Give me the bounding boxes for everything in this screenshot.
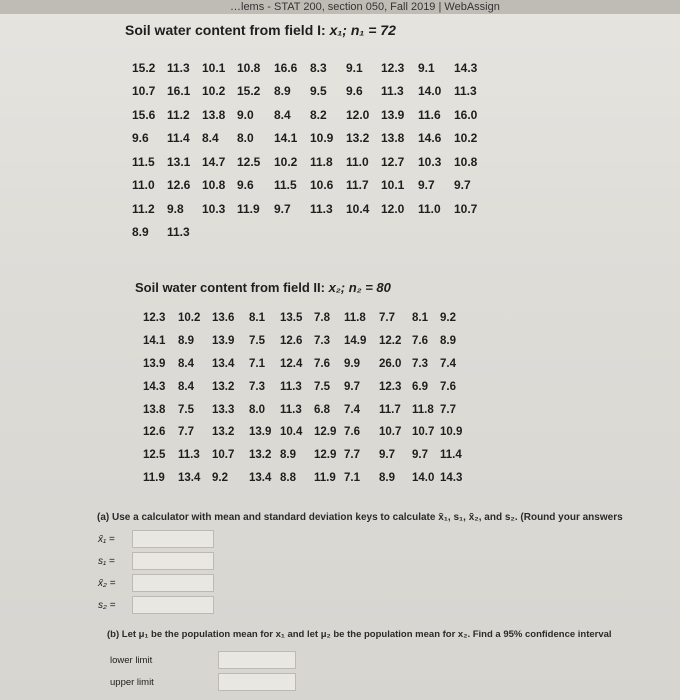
data-value: 10.6 <box>310 178 334 193</box>
data-value: 11.7 <box>379 403 401 416</box>
field1-title-var: x₁; n₁ = 72 <box>329 22 396 38</box>
xbar2-label: x̄₂ = <box>98 577 116 589</box>
data-value: 10.7 <box>454 201 478 216</box>
data-value: 12.7 <box>381 154 405 169</box>
data-value: 12.3 <box>143 312 166 325</box>
data-value: 8.0 <box>249 403 265 416</box>
data-value: 10.2 <box>202 84 226 99</box>
data-value: 9.7 <box>418 178 435 193</box>
data-value: 13.8 <box>381 131 405 146</box>
answer-row-s2 <box>98 596 214 614</box>
data-row <box>132 103 490 127</box>
data-value: 11.0 <box>418 201 441 216</box>
data-value: 10.7 <box>212 449 235 462</box>
data-value: 9.7 <box>379 449 395 462</box>
data-value: 11.4 <box>440 449 462 462</box>
lower-limit-label: lower limit <box>110 654 153 666</box>
data-value: 8.9 <box>274 84 291 99</box>
data-row <box>143 353 468 376</box>
data-value: 11.3 <box>167 60 190 75</box>
data-value: 7.8 <box>314 312 330 325</box>
data-value: 9.6 <box>346 84 363 99</box>
data-value: 7.1 <box>344 471 360 484</box>
data-row <box>143 375 468 398</box>
data-value: 11.3 <box>178 449 200 462</box>
data-value: 15.2 <box>132 60 156 75</box>
data-value: 11.8 <box>344 312 366 325</box>
data-value: 13.1 <box>167 154 191 169</box>
data-value: 7.6 <box>314 357 330 370</box>
data-value: 13.2 <box>346 131 370 146</box>
data-value: 12.3 <box>379 380 402 393</box>
data-row <box>132 174 490 198</box>
data-value: 13.6 <box>212 312 235 325</box>
data-value: 13.8 <box>202 107 226 122</box>
s1-input[interactable] <box>132 552 214 570</box>
data-value: 11.4 <box>167 131 190 146</box>
data-value: 8.4 <box>178 357 194 370</box>
data-value: 7.6 <box>412 335 428 348</box>
data-value: 7.5 <box>178 403 194 416</box>
data-value: 11.3 <box>310 201 333 216</box>
data-row <box>132 56 490 80</box>
data-value: 9.5 <box>310 84 327 99</box>
data-value: 11.0 <box>346 154 369 169</box>
data-value: 8.9 <box>440 335 456 348</box>
data-value: 12.0 <box>346 107 370 122</box>
data-value: 11.5 <box>132 154 155 169</box>
xbar1-label: x̄₁ = <box>98 533 115 545</box>
data-value: 13.9 <box>212 335 235 348</box>
data-row <box>143 307 468 330</box>
data-value: 13.8 <box>143 403 166 416</box>
field1-title-prefix: Soil water content from field I: <box>125 22 330 38</box>
field2-title-prefix: Soil water content from field II: <box>135 280 329 295</box>
data-value: 7.4 <box>344 403 360 416</box>
data-value: 11.9 <box>237 201 260 216</box>
data-value: 12.6 <box>167 178 191 193</box>
answer-row-xbar1 <box>98 530 214 548</box>
data-value: 6.9 <box>412 380 428 393</box>
data-value: 13.9 <box>381 107 405 122</box>
data-value: 12.0 <box>381 201 405 216</box>
data-row <box>143 444 468 467</box>
data-value: 7.3 <box>249 380 265 393</box>
data-value: 7.6 <box>344 426 360 439</box>
data-value: 10.8 <box>202 178 226 193</box>
data-value: 9.6 <box>132 131 149 146</box>
data-value: 7.7 <box>178 426 194 439</box>
data-value: 12.5 <box>143 449 166 462</box>
data-value: 11.3 <box>280 403 302 416</box>
browser-title-bar <box>0 0 680 14</box>
lower-limit-input[interactable] <box>218 651 296 669</box>
data-value: 10.7 <box>412 426 435 439</box>
data-value: 16.1 <box>167 84 191 99</box>
data-value: 7.5 <box>249 335 265 348</box>
data-value: 12.9 <box>314 449 337 462</box>
data-value: 10.3 <box>202 201 226 216</box>
data-value: 13.4 <box>178 471 201 484</box>
data-value: 8.9 <box>132 225 149 240</box>
data-value: 9.0 <box>237 107 254 122</box>
data-value: 10.2 <box>178 312 201 325</box>
data-value: 9.1 <box>346 60 363 75</box>
data-value: 11.2 <box>167 107 190 122</box>
data-value: 10.1 <box>381 178 405 193</box>
data-value: 10.7 <box>132 84 156 99</box>
data-value: 12.2 <box>379 335 402 348</box>
data-value: 10.9 <box>440 426 463 439</box>
data-value: 11.5 <box>274 178 297 193</box>
data-value: 8.9 <box>379 471 395 484</box>
data-value: 16.6 <box>274 60 298 75</box>
data-row <box>143 467 468 490</box>
xbar1-input[interactable] <box>132 530 214 548</box>
data-value: 13.2 <box>249 449 272 462</box>
data-value: 8.0 <box>237 131 254 146</box>
lower-limit-row <box>110 651 296 669</box>
data-value: 14.6 <box>418 131 442 146</box>
data-value: 11.3 <box>381 84 404 99</box>
data-value: 8.4 <box>202 131 219 146</box>
data-value: 11.8 <box>310 154 333 169</box>
data-value: 14.0 <box>412 471 435 484</box>
data-value: 14.3 <box>143 380 166 393</box>
data-value: 10.8 <box>237 60 261 75</box>
data-value: 8.9 <box>178 335 194 348</box>
data-value: 11.9 <box>314 471 336 484</box>
data-row <box>132 150 490 174</box>
data-value: 7.7 <box>379 312 395 325</box>
upper-limit-input[interactable] <box>218 673 296 691</box>
data-value: 8.3 <box>310 60 327 75</box>
data-value: 9.7 <box>412 449 428 462</box>
data-row <box>143 421 468 444</box>
answer-row-s1 <box>98 552 214 570</box>
upper-limit-row <box>110 673 296 691</box>
data-value: 9.2 <box>440 312 456 325</box>
data-value: 9.1 <box>418 60 435 75</box>
data-row <box>132 221 490 245</box>
data-value: 8.2 <box>310 107 327 122</box>
s2-label: s₂ = <box>98 599 116 611</box>
data-value: 13.9 <box>143 357 166 370</box>
data-value: 10.2 <box>454 131 478 146</box>
data-value: 8.4 <box>178 380 194 393</box>
data-value: 9.2 <box>212 471 228 484</box>
data-value: 11.6 <box>418 107 441 122</box>
data-value: 12.6 <box>143 426 166 439</box>
data-value: 11.3 <box>280 380 302 393</box>
data-row <box>143 398 468 421</box>
data-value: 7.5 <box>314 380 330 393</box>
upper-limit-label: upper limit <box>110 676 154 688</box>
data-value: 8.9 <box>280 449 296 462</box>
data-value: 9.7 <box>274 201 291 216</box>
page-title-text: …lems - STAT 200, section 050, Fall 2019 | WebAssign <box>230 1 500 13</box>
data-row <box>132 80 490 104</box>
data-value: 14.3 <box>454 60 478 75</box>
data-value: 8.8 <box>280 471 296 484</box>
data-value: 12.4 <box>280 357 303 370</box>
field1-title <box>125 22 396 38</box>
data-value: 11.3 <box>167 225 190 240</box>
s1-label: s₁ = <box>98 555 115 567</box>
data-value: 11.9 <box>143 471 165 484</box>
data-value: 7.7 <box>440 403 456 416</box>
data-value: 12.6 <box>280 335 303 348</box>
data-value: 10.4 <box>280 426 303 439</box>
data-value: 10.2 <box>274 154 298 169</box>
data-value: 10.4 <box>346 201 370 216</box>
data-value: 10.9 <box>310 131 334 146</box>
data-value: 9.8 <box>167 201 184 216</box>
part-a-question: (a) Use a calculator with mean and standard deviation keys to calculate x̄₁, s₁, x̄₂, and s₂. (Round your answers <box>97 512 623 523</box>
part-b-question: (b) Let μ₁ be the population mean for x₁ and let μ₂ be the population mean for x₂. Find a 95% confidence interval <box>107 629 612 640</box>
data-value: 10.3 <box>418 154 442 169</box>
data-value: 14.7 <box>202 154 226 169</box>
data-value: 13.9 <box>249 426 272 439</box>
data-value: 13.2 <box>212 426 235 439</box>
data-value: 12.5 <box>237 154 261 169</box>
data-value: 13.2 <box>212 380 235 393</box>
field1-data-table <box>132 56 490 244</box>
field2-title-var: x₂; n₂ = 80 <box>328 280 391 295</box>
data-value: 7.3 <box>314 335 330 348</box>
data-value: 6.8 <box>314 403 330 416</box>
data-value: 7.7 <box>344 449 360 462</box>
data-value: 13.3 <box>212 403 235 416</box>
data-value: 8.1 <box>249 312 265 325</box>
data-value: 13.4 <box>212 357 235 370</box>
data-value: 7.1 <box>249 357 265 370</box>
data-value: 15.2 <box>237 84 261 99</box>
data-value: 12.3 <box>381 60 405 75</box>
data-value: 10.1 <box>202 60 226 75</box>
data-row <box>132 127 490 151</box>
data-value: 16.0 <box>454 107 478 122</box>
data-value: 11.0 <box>132 178 155 193</box>
answer-row-xbar2 <box>98 574 214 592</box>
data-value: 7.3 <box>412 357 428 370</box>
field2-title <box>135 280 391 295</box>
data-value: 13.4 <box>249 471 272 484</box>
data-value: 11.3 <box>454 84 477 99</box>
data-value: 11.8 <box>412 403 434 416</box>
data-value: 26.0 <box>379 357 402 370</box>
data-value: 9.9 <box>344 357 360 370</box>
data-value: 8.4 <box>274 107 291 122</box>
xbar2-input[interactable] <box>132 574 214 592</box>
data-value: 14.0 <box>418 84 442 99</box>
data-value: 9.6 <box>237 178 254 193</box>
data-value: 14.9 <box>344 335 367 348</box>
data-value: 7.6 <box>440 380 456 393</box>
data-value: 10.8 <box>454 154 478 169</box>
data-row <box>143 330 468 353</box>
field2-data-table <box>143 307 468 489</box>
data-value: 14.1 <box>143 335 166 348</box>
data-value: 11.7 <box>346 178 369 193</box>
data-value: 12.9 <box>314 426 337 439</box>
data-row <box>132 197 490 221</box>
data-value: 15.6 <box>132 107 156 122</box>
data-value: 13.5 <box>280 312 303 325</box>
data-value: 14.1 <box>274 131 298 146</box>
data-value: 9.7 <box>344 380 360 393</box>
data-value: 9.7 <box>454 178 471 193</box>
data-value: 11.2 <box>132 201 155 216</box>
data-value: 7.4 <box>440 357 456 370</box>
data-value: 14.3 <box>440 471 463 484</box>
data-value: 8.1 <box>412 312 428 325</box>
data-value: 10.7 <box>379 426 402 439</box>
s2-input[interactable] <box>132 596 214 614</box>
